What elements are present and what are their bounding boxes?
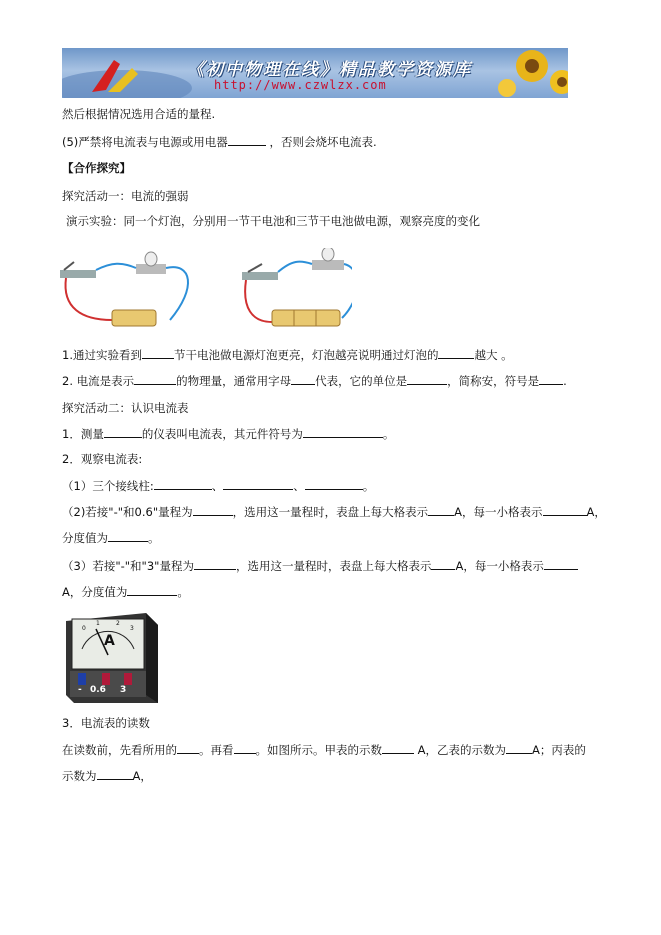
question-line: （2)若接"-"和0.6"量程为 ，选用这一量程时，表盘上每大格表示 A，每一小格表示 A， [62,505,606,519]
banner-title: 《初中物理在线》精品教学资源库 [187,60,472,80]
banner-url: http://www.czwlzx.com [214,78,387,92]
circuit-three-cells [242,248,352,326]
text-line: 2．观察电流表: [62,452,143,466]
dial-mark: 3 [130,625,134,632]
question-line: （1）三个接线柱: 、 、 。 [62,479,375,493]
question-line: 分度值为 。 [62,531,160,545]
question-line: 2. 电流是表示 的物理量，通常用字母 代表，它的单位是 ，简称安，符号是 . [62,374,567,388]
question-line: 示数为 A， [62,769,152,783]
battery-icon [272,310,340,326]
battery-icon [112,310,156,326]
terminal-label: 0.6 [90,685,106,695]
terminal-label: - [78,685,82,695]
text-line: 然后根据情况选用合适的量程. [62,107,216,121]
text-line: (5)严禁将电流表与电源或用电器 ，否则会烧坏电流表. [62,135,377,149]
bulb-icon [322,248,334,261]
text-line: 3．电流表的读数 [62,716,150,730]
ammeter-dial-letter: A [104,633,115,649]
circuit-diagrams [52,248,352,338]
question-line: （3）若接"-"和"3"量程为 ，选用这一量程时，表盘上每大格表示 A，每一小格表示 [62,557,578,574]
section-heading: 【合作探究】 [62,161,131,175]
ammeter-illustration [60,607,160,707]
dial-mark: 1 [96,620,100,627]
dial-mark: 0 [82,625,86,632]
question-line: 在读数前，先看所用的 。再看 。如图所示。甲表的示数 A，乙表的示数为 A；丙表的 [62,743,586,757]
circuit-one-cell [60,252,188,326]
header-banner [62,48,568,98]
activity-heading: 探究活动二：认识电流表 [62,401,189,415]
bulb-icon [145,252,157,266]
activity-heading: 探究活动一：电流的强弱 [62,189,189,203]
dial-mark: 2 [116,620,120,627]
terminal-label: 3 [120,685,127,695]
question-line: A，分度值为 。 [62,585,189,599]
question-line: 1．测量 的仪表叫电流表，其元件符号为 。 [62,427,395,441]
demo-text: 演示实验：同一个灯泡，分别用一节干电池和三节干电池做电源，观察亮度的变化 [66,214,480,228]
question-line: 1.通过实验看到 节干电池做电源灯泡更亮，灯泡越亮说明通过灯泡的 越大 。 [62,348,513,362]
